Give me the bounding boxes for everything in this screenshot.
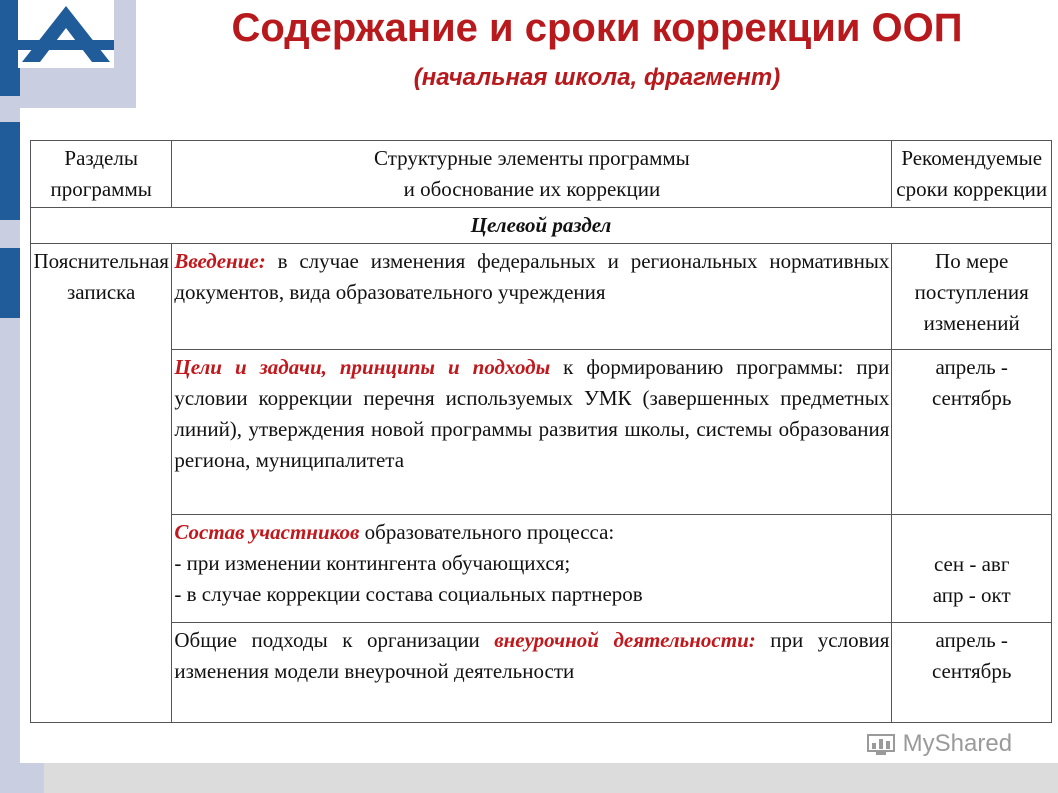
row-text: Общие подходы к организации [174, 628, 495, 652]
table-row [31, 515, 1052, 623]
row-highlight: Состав участников [174, 520, 360, 544]
row-term [892, 515, 1052, 623]
slide-title: Содержание и сроки коррекции ООП [231, 6, 963, 50]
side-bar-middle [0, 122, 20, 220]
watermark [866, 730, 1012, 758]
header-elements [172, 141, 892, 208]
row-content [172, 244, 892, 350]
header-elements-line1: Структурные элементы программы [373, 146, 690, 170]
row-text: к формированию программы: при условии коррекции перечня используемых УМК (завершенных предметных линий), утверждения новой программы развития школы, системы образования региона, муниципалитета [174, 355, 890, 472]
header-elements-line2: и обоснование их коррекции [403, 177, 661, 201]
section-title: Целевой раздел [31, 208, 1052, 244]
row-content [172, 515, 892, 623]
slide-subtitle: (начальная школа, фрагмент) [413, 64, 781, 91]
row-highlight: Введение: [174, 249, 266, 273]
row-text: образовательного процесса: [359, 520, 615, 544]
row-text: при условия изменения модели внеурочной деятельности [174, 628, 890, 683]
title-area [136, 0, 1058, 108]
row-content [172, 350, 892, 515]
row-term-line: апр - окт [932, 583, 1011, 607]
section-row [31, 208, 1052, 244]
section-name: Пояснительная записка [31, 244, 172, 723]
table-row [31, 623, 1052, 723]
row-term: По мере поступления изменений [892, 244, 1052, 350]
logo [18, 0, 114, 68]
row-content [172, 623, 892, 723]
row-highlight: внеурочной деятельности: [494, 628, 756, 652]
row-highlight: Цели и задачи, принципы и подходы [174, 355, 551, 379]
watermark-icon [866, 733, 896, 757]
side-bar-bottom [0, 248, 20, 318]
header-sections: Разделы программы [31, 141, 172, 208]
row-line: - в случае коррекции состава социальных партнеров [174, 582, 643, 606]
watermark-text: MyShared [902, 730, 1013, 757]
row-term: апрель - сентябрь [892, 350, 1052, 515]
row-text: в случае изменения федеральных и региональных нормативных документов, вида образовательного учреждения [174, 249, 890, 304]
table-row [31, 350, 1052, 515]
header-terms: Рекомендуемые сроки коррекции [892, 141, 1052, 208]
row-term-line: сен - авг [933, 552, 1010, 576]
row-term: апрель - сентябрь [892, 623, 1052, 723]
content-table [30, 140, 1052, 723]
row-line: - при изменении контингента обучающихся; [174, 551, 571, 575]
table-row [31, 244, 1052, 350]
header-row [31, 141, 1052, 208]
bottom-strip [44, 763, 1058, 793]
side-bar-top [0, 0, 20, 96]
